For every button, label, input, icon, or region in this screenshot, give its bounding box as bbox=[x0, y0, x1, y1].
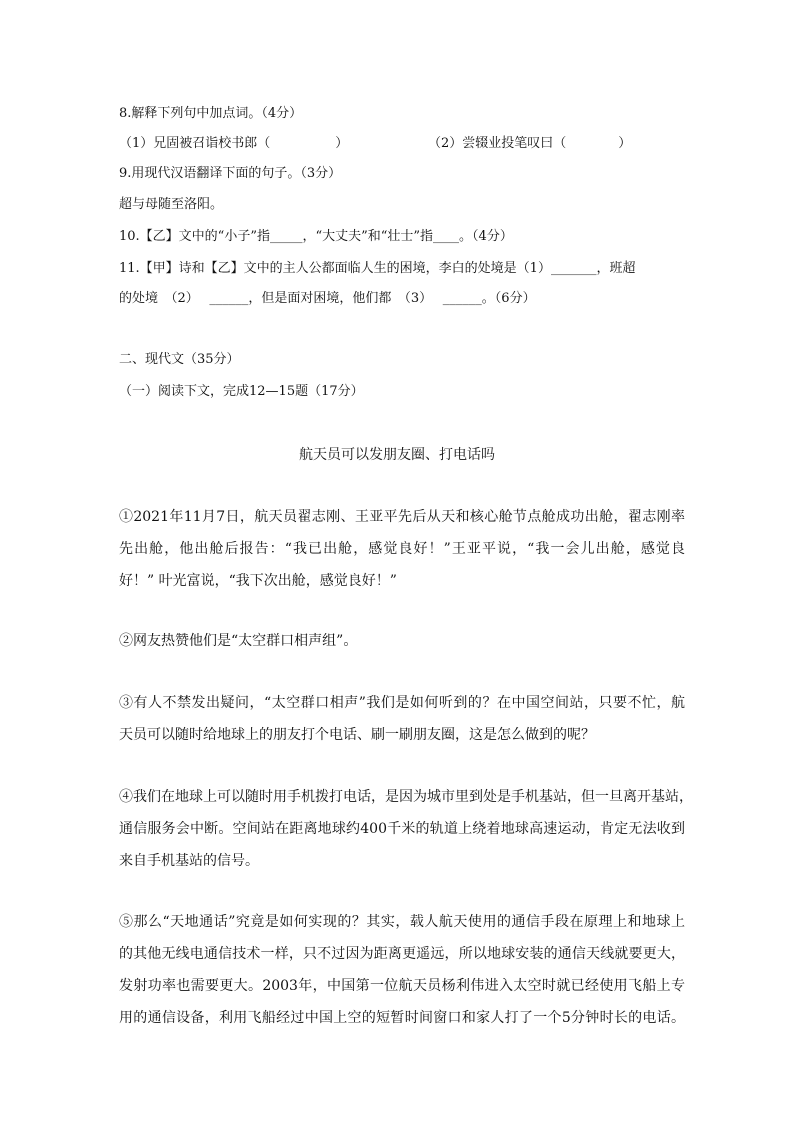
paragraph-line: ⑤那么“天地通话”究竟是如何实现的？其实，载人航天使用的通信手段在原理上和地球上 bbox=[119, 914, 685, 930]
paragraph-line: 的其他无线电通信技术一样，只不过因为距离更遥远，所以地球安装的通信天线就要更大， bbox=[119, 946, 685, 962]
question-8-part-2: （2）尝辍业投笔叹曰（ ） bbox=[428, 136, 632, 151]
paragraph-line: ②网友热赞他们是“太空群口相声组”。 bbox=[119, 633, 358, 649]
paragraph-line: 天员可以随时给地球上的朋友打个电话、刷一刷朋友圈，这是怎么做到的呢？ bbox=[119, 727, 595, 743]
section-sub-heading: （一）阅读下文，完成12—15题（17分） bbox=[119, 384, 364, 399]
paragraph-line: ④我们在地球上可以随时用手机拨打电话，是因为城市里到处是手机基站，但一旦离开基站， bbox=[119, 789, 693, 805]
paragraph-line: 用的通信设备，利用飞船经过中国上空的短暂时间窗口和家人打了一个5分钟时长的电话。 bbox=[119, 1010, 685, 1026]
paragraph-line: 通信服务会中断。空间站在距离地球约400千米的轨道上绕着地球高速运动，肯定无法收到 bbox=[119, 821, 685, 837]
question-9: 9.用现代汉语翻译下面的句子。（3分） bbox=[119, 166, 342, 181]
question-11-line-1: 11.【甲】诗和【乙】文中的主人公都面临人生的困境，李白的处境是（1）_______，班超 bbox=[119, 261, 636, 276]
paragraph-line: 来自手机基站的信号。 bbox=[119, 853, 259, 869]
paragraph-line: 发射功率也需要更大。2003年，中国第一位航天员杨利伟进入太空时就已经使用飞船上专 bbox=[119, 978, 685, 994]
question-8-part-1: （1）兄固被召诣校书郎（ ） bbox=[119, 136, 349, 151]
paragraph-line: ③有人不禁发出疑问，“太空群口相声”我们是如何听到的？在中国空间站，只要不忙，航 bbox=[119, 695, 685, 711]
question-10: 10.【乙】文中的“小子”指_____，“大丈夫”和“壮士”指____。（4分） bbox=[119, 229, 513, 244]
section-heading: 二、现代文（35分） bbox=[119, 352, 240, 367]
article-title: 航天员可以发朋友圈、打电话吗 bbox=[299, 447, 495, 463]
paragraph-line: 好！” 叶光富说，“我下次出舱，感觉良好！” bbox=[119, 573, 397, 589]
paragraph-line: 先出舱，他出舱后报告：“我已出舱，感觉良好！”王亚平说，“我一会儿出舱，感觉良 bbox=[119, 541, 685, 557]
question-11-line-2: 的处境 （2） ______，但是面对困境，他们都 （3） ______。（6分） bbox=[119, 291, 536, 306]
question-8: 8.解释下列句中加点词。（4分） bbox=[119, 106, 303, 121]
question-9-sentence: 超与母随至洛阳。 bbox=[119, 197, 224, 212]
paragraph-line: ①2021年11月7日，航天员翟志刚、王亚平先后从天和核心舱节点舱成功出舱，翟志刚率 bbox=[119, 509, 685, 525]
